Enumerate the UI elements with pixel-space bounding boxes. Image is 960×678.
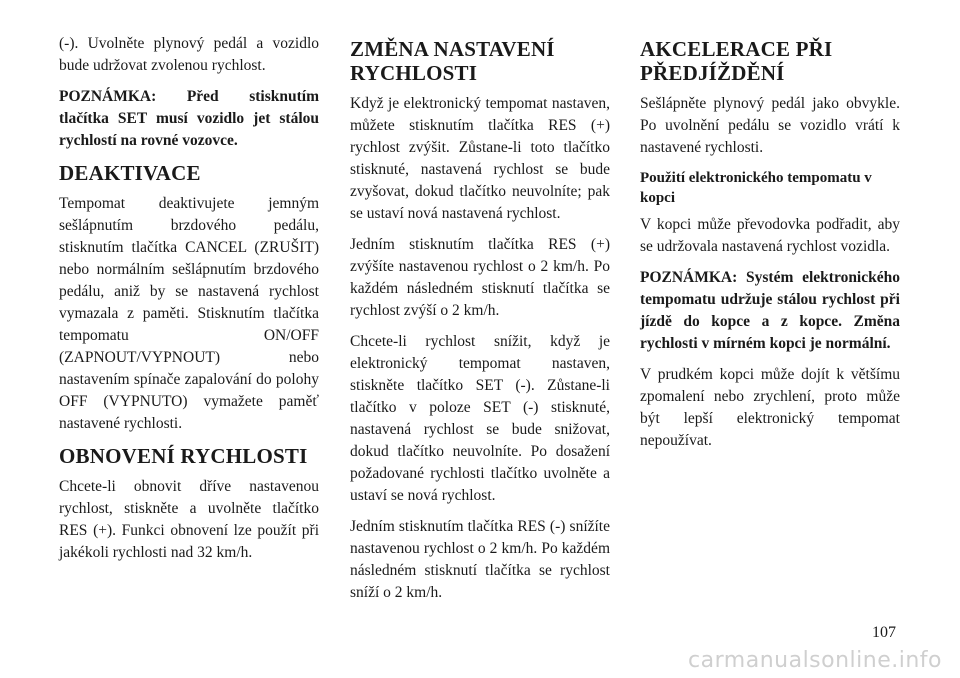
note-set-button: POZNÁMKA: Před stisknutím tlačítka SET musí vozidlo jet stálou rychlostí na rovné vozovce. — [59, 88, 319, 149]
hill-paragraph: V kopci může převodovka podřadit, aby se udržovala nastavená rychlost vozidla. — [640, 216, 900, 255]
change-speed-paragraph-4: Jedním stisknutím tlačítka RES (-) snížíte nastavenou rychlost o 2 km/h. Po každém následném stisknutí tlačítka se rychlost sníží o 2 km/h. — [350, 518, 610, 601]
heading-change-speed: ZMĚNA NASTAVENÍ RYCHLOSTI — [350, 37, 555, 85]
change-speed-paragraph-3: Chcete-li rychlost snížit, když je elektronický tempomat nastaven, stiskněte tlačítko SET (-). Zůstane-li tlačítko v poloze SET (-) stisknuté, nastavená rychlost se bude snižovat, dokud tlačítko neuvolníte. Po dosažení požadované rychlosti tlačítko uvolněte a ustaví se nová rychlost. — [350, 333, 610, 504]
page-number: 107 — [872, 624, 896, 641]
subheading-hill-use: Použití elektronického tempomatu v kopci — [640, 170, 872, 206]
note-hill-system: POZNÁMKA: Systém elektronického tempomatu udržuje stálou rychlost při jízdě do kopce a z kopce. Změna rychlosti v mírném kopci je normální. — [640, 269, 900, 352]
resume-paragraph: Chcete-li obnovit dříve nastavenou rychlost, stiskněte a uvolněte tlačítko RES (+). Funkci obnovení lze použít při jakékoli rychlosti nad 32 km/h. — [59, 478, 319, 561]
heading-passing-acceleration: AKCELERACE PŘI PŘEDJÍŽDĚNÍ — [640, 37, 833, 85]
deactivate-paragraph: Tempomat deaktivujete jemným sešlápnutím brzdového pedálu, stisknutím tlačítka CANCEL (ZRUŠIT) nebo normálním sešlápnutím brzdového pedálu, aniž by se nastavená rychlost vymazala z paměti. Stisknutím tlačítka tempomatu ON/OFF (ZAPNOUT/VYPNOUT) nebo nastavením spínače zapalování do polohy OFF (VYPNUTO) vymažete paměť nastavené rychlosti. — [59, 195, 319, 432]
heading-deactivate: DEAKTIVACE — [59, 161, 201, 185]
column-middle — [350, 33, 610, 613]
watermark: carmanualsonline.info — [688, 648, 942, 673]
steep-hill-paragraph: V prudkém kopci může dojít k většímu zpomalení nebo zrychlení, proto může být lepší elektronický tempomat nepoužívat. — [640, 366, 900, 449]
continuation-paragraph: (-). Uvolněte plynový pedál a vozidlo bude udržovat zvolenou rychlost. — [59, 35, 319, 74]
heading-resume-speed: OBNOVENÍ RYCHLOSTI — [59, 444, 308, 468]
column-left — [59, 33, 319, 573]
passing-paragraph: Sešlápněte plynový pedál jako obvykle. Po uvolnění pedálu se vozidlo vrátí k nastavené rychlosti. — [640, 95, 900, 156]
change-speed-paragraph-1: Když je elektronický tempomat nastaven, můžete stisknutím tlačítka RES (+) rychlost zvýšit. Zůstane-li toto tlačítko stisknuté, nastavená rychlost se bude zvyšovat, dokud tlačítko neuvolníte; pak se ustaví nová nastavená rychlost. — [350, 95, 610, 222]
column-right — [640, 33, 900, 461]
change-speed-paragraph-2: Jedním stisknutím tlačítka RES (+) zvýšíte nastavenou rychlost o 2 km/h. Po každém následném stisknutí tlačítka se rychlost zvýší o 2 km/h. — [350, 236, 610, 319]
